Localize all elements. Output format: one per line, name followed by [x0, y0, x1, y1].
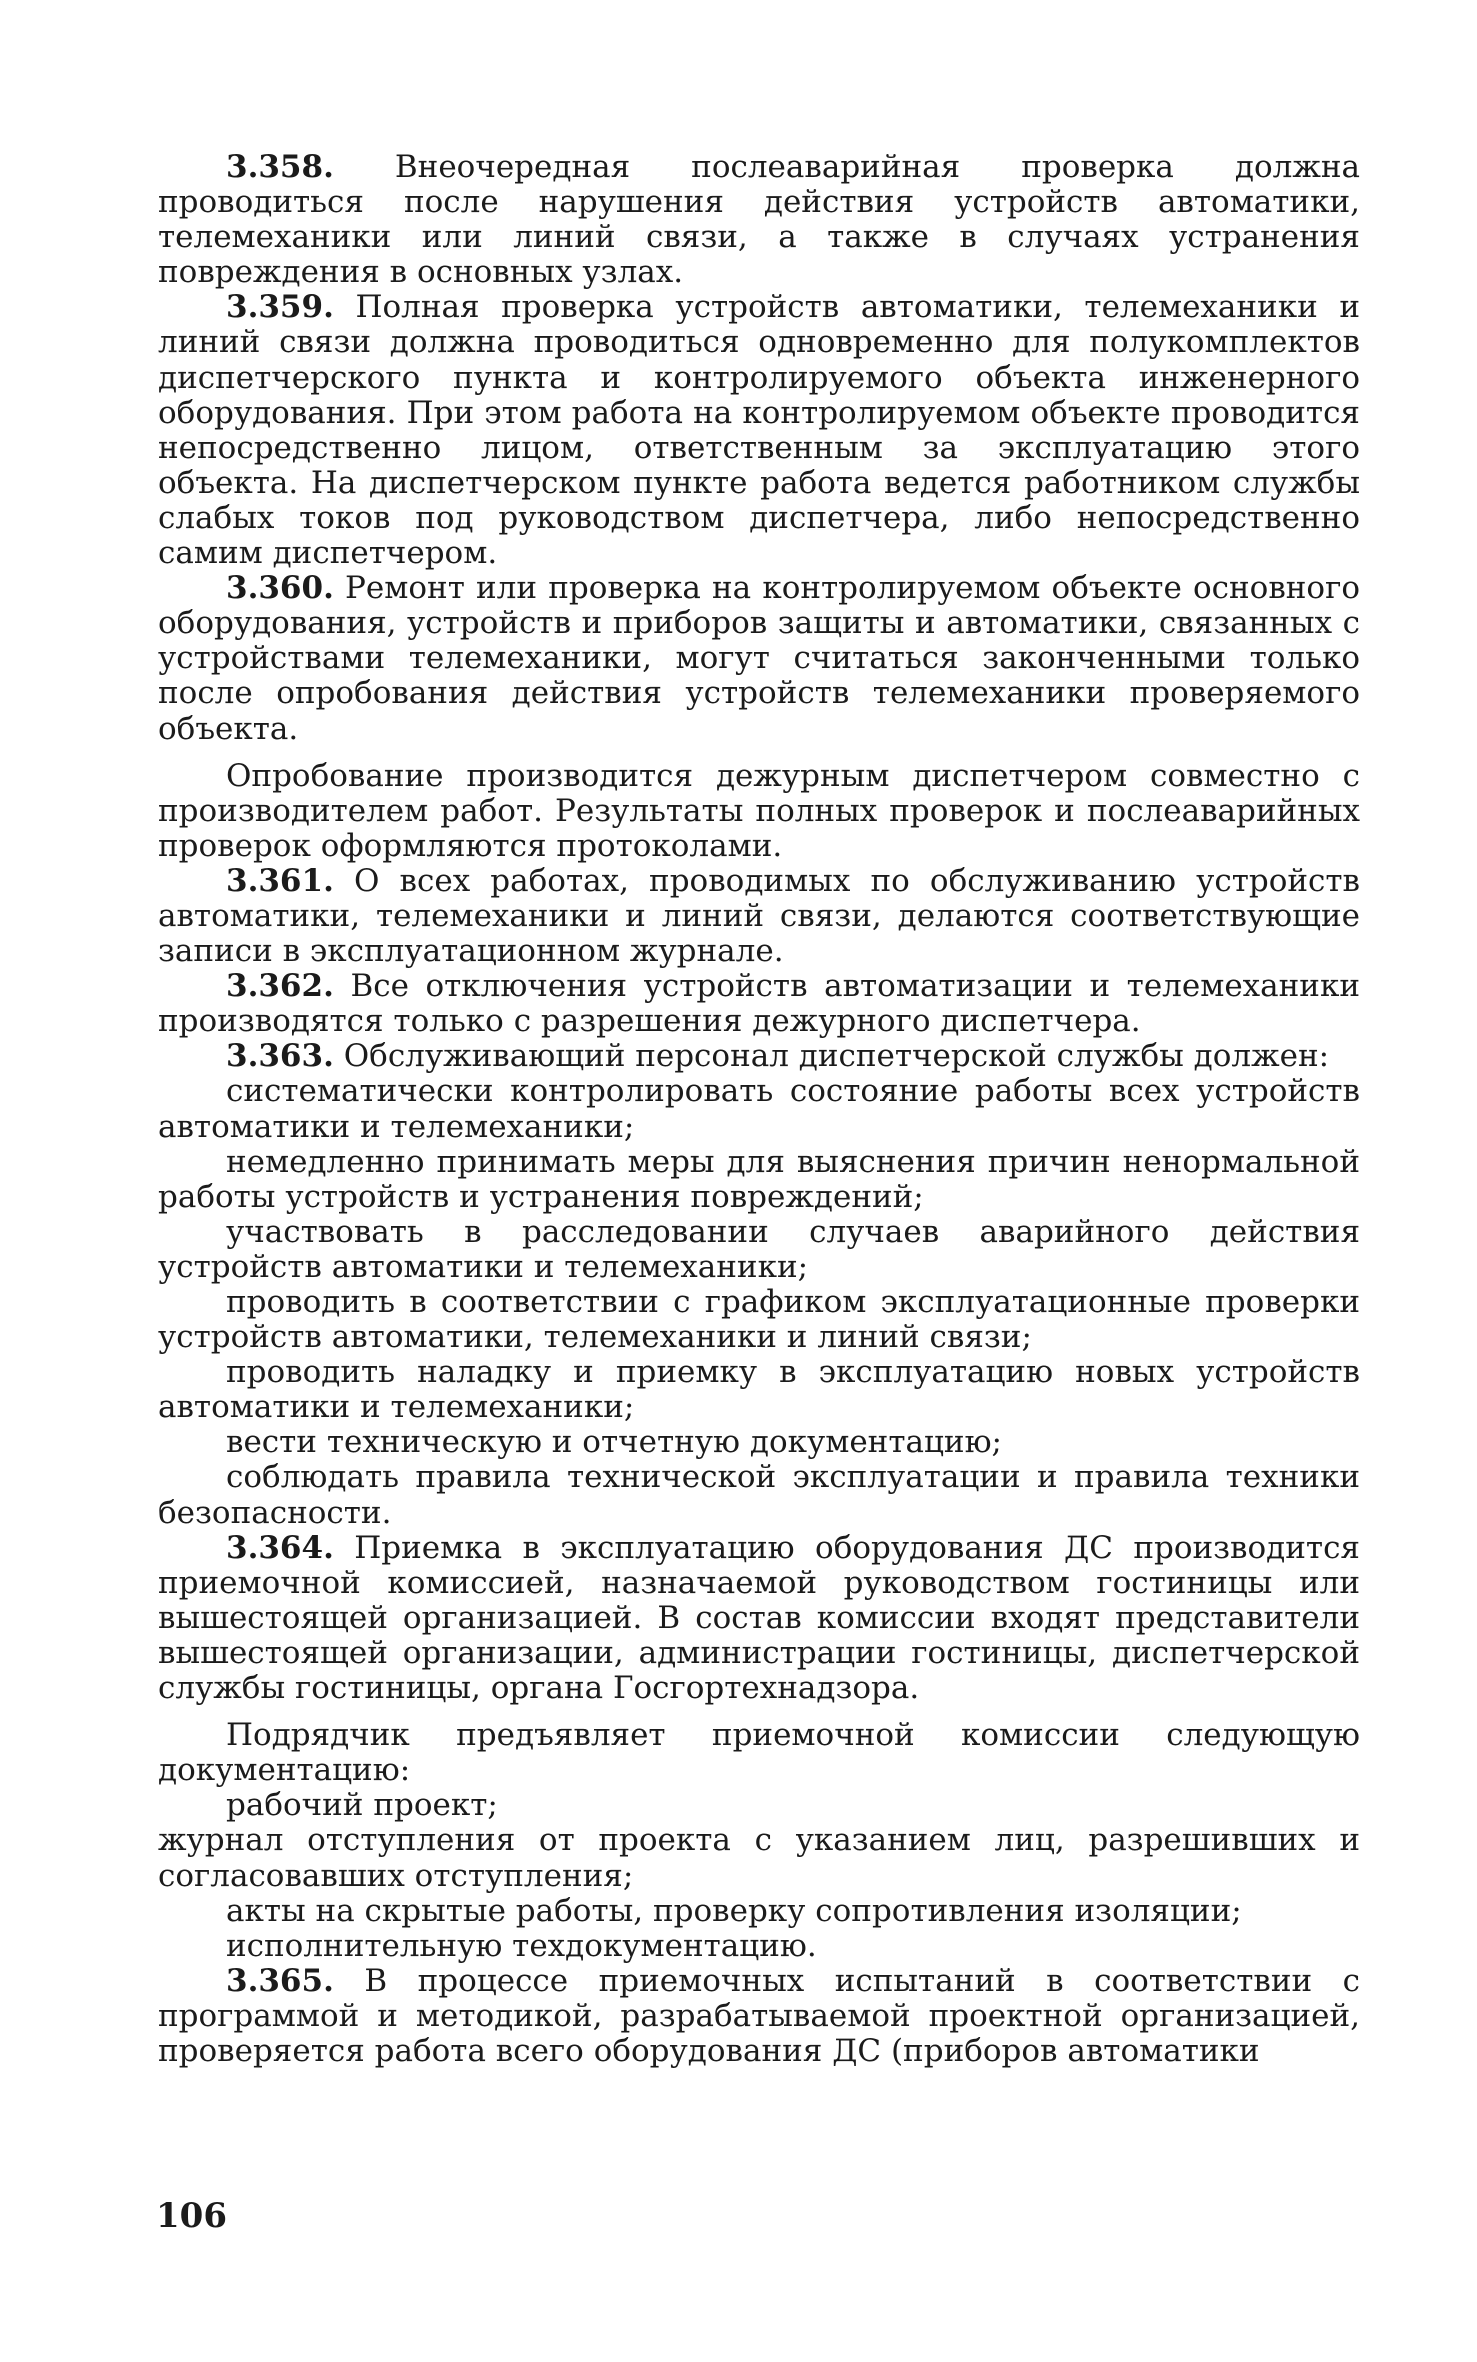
paragraph-text: Все отключения устройств автоматизации и телемеханики производятся только с разрешения дежурного диспетчера.: [158, 968, 1360, 1040]
paragraph-3-360: [158, 571, 1360, 746]
paragraph-3-361: [158, 864, 1360, 969]
list-item-text: исполнительную техдокументацию.: [226, 1927, 817, 1964]
list-item: [158, 1929, 1360, 1964]
paragraph-3-359: [158, 290, 1360, 571]
paragraph-text: В процессе приемочных испытаний в соответствии с программой и методикой, разрабатываемой проектной организацией, проверяется работа всего оборудования ДС (приборов автоматики: [158, 1962, 1360, 2069]
paragraph-3-364: [158, 1531, 1360, 1706]
paragraph-3-365: [158, 1964, 1360, 2069]
paragraph-text: Внеочередная послеаварийная проверка должна проводиться после нарушения действия устройств автоматики, телемеханики или линий связи, а также в случаях устранения повреждения в основных узлах.: [158, 149, 1360, 291]
list-item: [158, 1425, 1360, 1460]
paragraph-3-363: [158, 1039, 1360, 1074]
paragraph-text: Приемка в эксплуатацию оборудования ДС производится приемочной комиссией, назначаемой руководством гостиницы или вышестоящей организацией. В состав комиссии входят представители вышестоящей организации, администрации гостиницы, диспетчерской службы гостиницы, органа Госгортехнадзора.: [158, 1529, 1360, 1707]
paragraph-text: Полная проверка устройств автоматики, телемеханики и линий связи должна проводиться одновременно для полукомплектов диспетчерского пункта и контролируемого объекта инженерного оборудования. При этом работа на контролируемом объекте проводится непосредственно лицом, ответственным за эксплуатацию этого объекта. На диспетчерском пункте работа ведется работником службы слабых токов под руководством диспетчера, либо непосредственно самим диспетчером.: [158, 289, 1360, 572]
paragraph-text: О всех работах, проводимых по обслуживанию устройств автоматики, телемеханики и линий связи, делаются соответствующие записи в эксплуатационном журнале.: [158, 862, 1360, 970]
paragraph-number: 3.363.: [226, 1038, 334, 1075]
list-item: [158, 1788, 1360, 1823]
paragraph-text: Опробование производится дежурным диспетчером совместно с производителем работ. Результаты полных проверок и послеаварийных проверок оформляются протоколами.: [158, 757, 1360, 864]
list-item-text: соблюдать правила технической эксплуатации и правила техники безопасности.: [158, 1459, 1360, 1531]
list-item: [158, 1215, 1360, 1285]
list-item: [158, 1894, 1360, 1929]
paragraph-testing: [158, 759, 1360, 864]
paragraph-text: Подрядчик предъявляет приемочной комиссии следующую документацию:: [158, 1717, 1360, 1789]
paragraph-number: 3.360.: [226, 570, 334, 607]
list-item: [158, 1285, 1360, 1355]
list-item-text: рабочий проект;: [226, 1787, 498, 1824]
paragraph-contractor: [158, 1718, 1360, 1788]
paragraph-number: 3.362.: [226, 968, 334, 1005]
paragraph-number: 3.364.: [226, 1529, 334, 1566]
list-item-text: проводить наладку и приемку в эксплуатацию новых устройств автоматики и телемеханики;: [158, 1354, 1360, 1426]
list-item-text: вести техническую и отчетную документацию;: [226, 1424, 1002, 1461]
page-number: 106: [156, 2196, 227, 2236]
paragraph-text: Ремонт или проверка на контролируемом объекте основного оборудования, устройств и приборов защиты и автоматики, связанных с устройствами телемеханики, могут считаться законченными только после опробования действия устройств телемеханики проверяемого объекта.: [158, 570, 1360, 747]
paragraph-number: 3.361.: [226, 862, 334, 899]
paragraph-number: 3.359.: [226, 289, 334, 326]
list-item-text: систематически контролировать состояние работы всех устройств автоматики и телемеханики;: [158, 1073, 1360, 1145]
list-item: [158, 1145, 1360, 1215]
paragraph-3-358: [158, 150, 1360, 290]
list-item-text: журнал отступления от проекта с указанием лиц, разрешивших и согласовавших отступления;: [158, 1822, 1360, 1894]
paragraph-number: 3.365.: [226, 1962, 334, 1999]
list-item: [158, 1355, 1360, 1425]
list-item: [158, 1823, 1360, 1893]
paragraph-text: Обслуживающий персонал диспетчерской службы должен:: [343, 1038, 1330, 1075]
list-item-text: акты на скрытые работы, проверку сопротивления изоляции;: [226, 1892, 1242, 1929]
list-item-text: проводить в соответствии с графиком эксплуатационные проверки устройств автоматики, телемеханики и линий связи;: [158, 1284, 1360, 1356]
list-item-text: участвовать в расследовании случаев аварийного действия устройств автоматики и телемеханики;: [158, 1213, 1360, 1285]
paragraph-number: 3.358.: [226, 149, 334, 185]
list-item-text: немедленно принимать меры для выяснения причин ненормальной работы устройств и устранения повреждений;: [158, 1143, 1360, 1215]
document-body: [158, 150, 1360, 2069]
list-item: [158, 1074, 1360, 1144]
list-item: [158, 1460, 1360, 1530]
paragraph-3-362: [158, 969, 1360, 1039]
